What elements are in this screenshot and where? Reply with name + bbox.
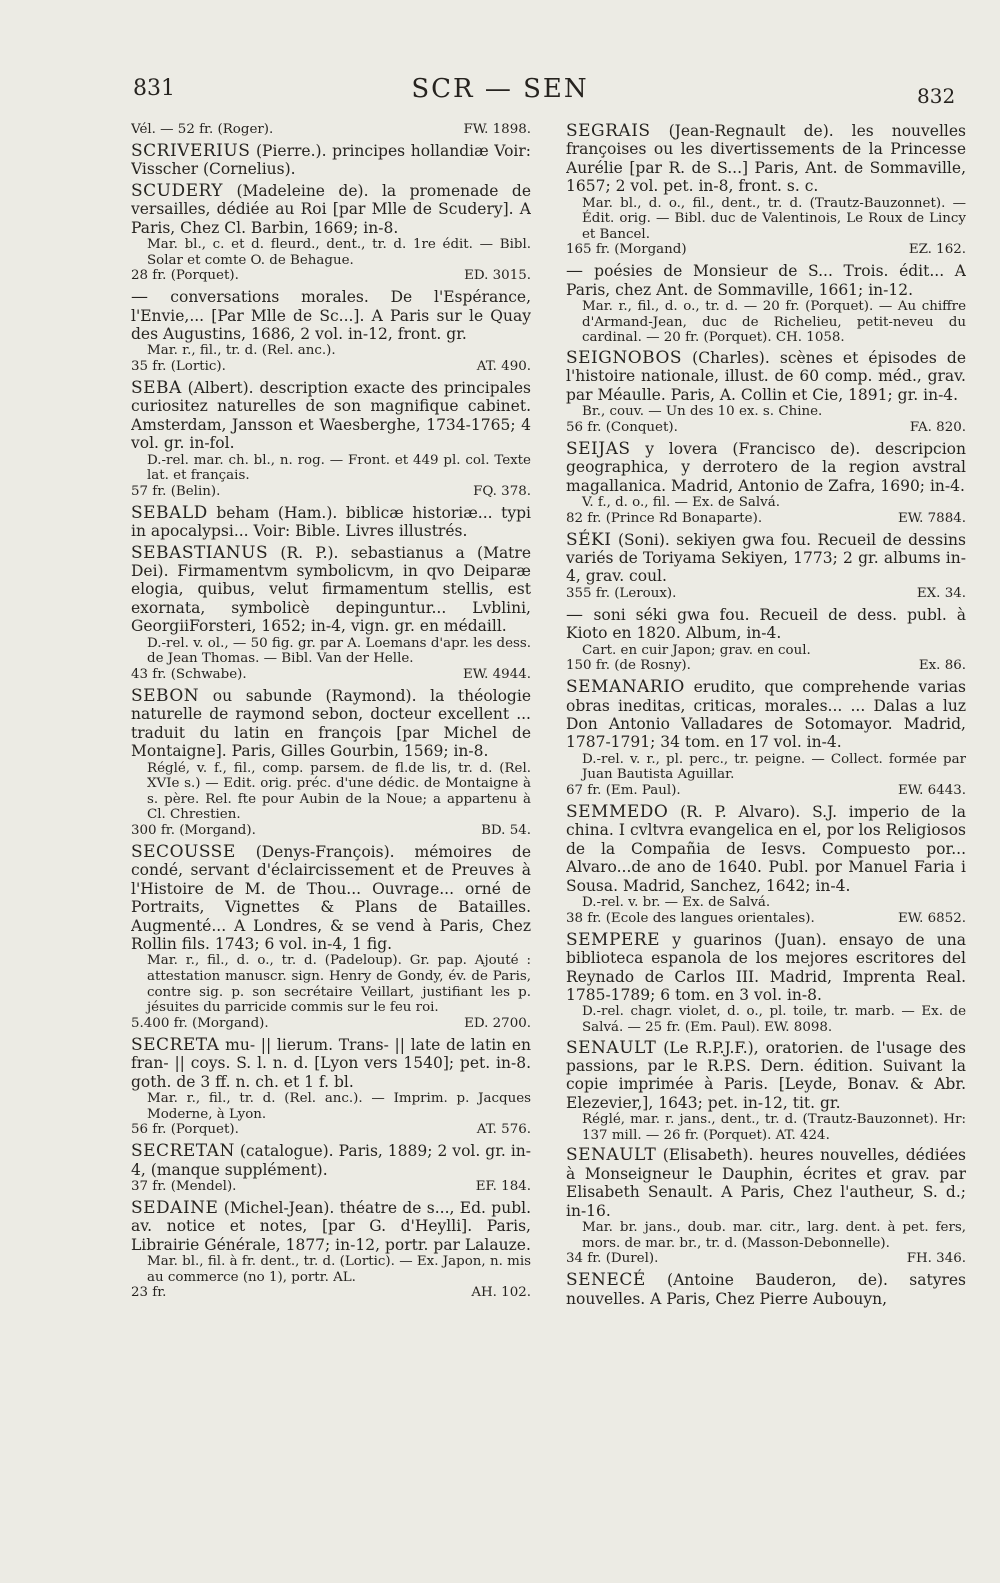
entry-price-line [131, 823, 531, 839]
catalogue-reference: AT. 490. [476, 359, 531, 375]
entry-description: Mar. br. jans., doub. mar. citr., larg. dent. à pet. fers, mors. de mar. br., tr. d. (Masson-Debonnelle). [582, 1219, 966, 1251]
entry-title: beham (Ham.). biblicæ historiæ... typi in apocalypsi... Voir: Bible. Livres illustrés. [131, 503, 531, 541]
entry-title: (Soni). sekiyen gwa fou. Recueil de dessins variés de Toriyama Sekiyen, 1773; 2 gr. albums in-4, grav. coul. [566, 530, 966, 586]
price-text: 82 fr. (Prince Rd Bonaparte). [566, 510, 763, 526]
catalogue-reference: AT. 576. [476, 1122, 531, 1138]
entry-title: (Charles). scènes et épisodes de l'histoire nationale, illust. de 60 comp. méd., grav. par Méaulle. Paris, A. Collin et Cie, 1891; gr. in-4. [566, 349, 966, 404]
entry-heading [131, 182, 531, 237]
entry-author: SEDAINE [131, 1197, 219, 1218]
entry-heading [566, 440, 966, 495]
entry-author: SEBASTIANUS [131, 542, 269, 563]
entry-author: SEBALD [131, 502, 208, 523]
entry-heading [566, 606, 966, 643]
entry-description: V. f., d. o., fil. — Ex. de Salvá. [582, 495, 780, 511]
entry-title: (Elisabeth). heures nouvelles, dédiées à Monseigneur le Dauphin, écrites et grav. par Elisabeth Senault. A Paris, Chez l'autheur, S. d.; in-16. [566, 1146, 966, 1220]
entry-author: SEMMEDO [566, 802, 669, 823]
entry-price-line [566, 658, 966, 674]
entry-description: Cart. en cuir Japon; grav. en coul. [582, 642, 811, 658]
entry-heading [566, 349, 966, 404]
entry-title: (Madeleine de). la promenade de versailles, dédiée au Roi [par Mlle de Scudery]. A Paris, Chez Cl. Barbin, 1669; in-8. [131, 181, 531, 237]
entry-author: SEIGNOBOS [566, 348, 683, 368]
entry-heading [131, 379, 531, 453]
entry-title: y lovera (Francisco de). descripcion geographica, y derrotero de la region avstral magallanica. Madrid, Antonio de Zafra, 1690; in-4. [566, 439, 966, 495]
price-text: 67 fr. (Em. Paul). [566, 783, 681, 799]
entry-price-line [131, 484, 531, 500]
entry-author: SECRETA [131, 1034, 220, 1055]
entry-description: D.-rel. chagr. violet, d. o., pl. toile, tr. marb. — Ex. de Salvá. — 25 fr. (Em. Paul). EW. 8098. [582, 1004, 966, 1035]
catalogue-reference: EZ. 162. [908, 242, 966, 258]
catalogue-reference: Ex. 86. [918, 658, 966, 674]
entry-description: D.-rel. v. ol., — 50 fig. gr. par A. Loemans d'apr. les dess. de Jean Thomas. — Bibl. Van der Helle. [147, 635, 531, 667]
entry-author: — [131, 287, 149, 308]
price-text: 34 fr. (Durel). [566, 1251, 659, 1267]
entry-description: Réglé, v. f., fil., comp. parsem. de fl.de lis, tr. d. (Rel. XVIe s.) — Edit. orig. préc. d'une dédic. de Montaigne à s. père. Rel. fte pour Aubin de la Noue; a appartenu à Cl. Chrestien. [147, 760, 531, 823]
entry-heading [566, 122, 966, 196]
entry-description: Mar. bl., c. et d. fleurd., dent., tr. d. 1re édit. — Bibl. Solar et comte O. de Behague. [147, 237, 531, 268]
entry-title: soni séki gwa fou. Recueil de dess. publ. à Kioto en 1820. Album, in-4. [566, 605, 966, 643]
entry-title: (catalogue). Paris, 1889; 2 vol. gr. in-4, (manque supplément). [131, 1142, 531, 1179]
page-number-left: 831 [133, 76, 175, 101]
entry-title: (R. P.). sebastianus a (Matre Dei). Firmamentvm symbolicvm, in qvo Deiparæ elogia, quibus, velut firmamentum stellis, est exornata, symbolicè depinguntur... Lvblini, GeorgiiForsteri, 1652; in-4, vign. gr. en médaill. [131, 543, 531, 636]
price-text: 165 fr. (Morgand) [566, 242, 687, 258]
entry-description: Réglé, mar. r. jans., dent., tr. d. (Trautz-Bauzonnet). Hr: 137 mill. — 26 fr. (Porquet). AT. 424. [582, 1112, 966, 1143]
entry-author: — [566, 261, 584, 282]
catalogue-reference: EF. 184. [475, 1178, 531, 1194]
running-title: SCR — SEN [411, 74, 589, 104]
entry-description: Mar. r., fil., d. o., tr. d. — 20 fr. (Porquet). — Au chiffre d'Armand-Jean, duc de Richelieu, petit-neveu du cardinal. — 20 fr. (Porquet). CH. 1058. [582, 299, 966, 346]
entry-author: SEBA [131, 378, 182, 399]
entry-price-line [566, 420, 966, 436]
entry-heading [131, 544, 531, 636]
entry-heading [131, 1036, 531, 1091]
entry-author: SCUDERY [131, 180, 224, 201]
entry-price-line [566, 911, 966, 927]
catalogue-reference: FQ. 378. [473, 483, 531, 499]
price-text: 150 fr. (de Rosny). [566, 658, 691, 674]
price-text: 28 fr. (Porquet). [131, 268, 239, 284]
catalogue-reference: BD. 54. [481, 822, 531, 838]
price-text: 300 fr. (Morgand). [131, 822, 256, 838]
entry-author: SEIJAS [566, 438, 631, 459]
entry-heading [566, 803, 966, 895]
entry-price-line [566, 783, 966, 799]
left-column [131, 122, 531, 1558]
entry-price-line [566, 1251, 966, 1267]
entry-title: (Jean-Regnault de). les nouvelles françoises ou les divertissements de la Princesse Aurélie [par R. de S...] Paris, Ant. de Sommaville, 1657; 2 vol. pet. in-8, front. s. c. [566, 122, 966, 196]
price-text: 37 fr. (Mendel). [131, 1178, 237, 1194]
entry-title: mu- || lierum. Trans- || late de latin en fran- || coys. S. l. n. d. [Lyon vers 1540]; pet. in-8. goth. de 3 ff. n. ch. et 1 f. bl. [131, 1035, 531, 1091]
entry-title: (Denys-François). mémoires de condé, servant d'éclaircissement et de Preuves à l'Histoire de M. de Thou... Ouvrage... orné de Portraits, Vignettes & Plans de Batailles. Augmenté... A Londres, & se vend à Paris, Chez Rollin fils. 1743; 6 vol. in-4, 1 fig. [131, 842, 531, 953]
catalogue-reference: ED. 2700. [464, 1015, 531, 1031]
entry-author: SEMANARIO [566, 677, 685, 698]
entry-title: erudito, que comprehende varias obras ineditas, criticas, morales... ... Dalas a luz Don Antonio Valladares de Sotomayor. Madrid, 1787-1791; 34 tom. en 17 vol. in-4. [566, 678, 966, 752]
price-text: 35 fr. (Lortic). [131, 359, 226, 375]
entry-description: Mar. r., fil., tr. d. (Rel. anc.). — Imprim. p. Jacques Moderne, à Lyon. [147, 1090, 531, 1122]
price-text: 56 fr. (Conquet). [566, 419, 678, 435]
entry-heading [131, 504, 531, 541]
entry-heading [566, 931, 966, 1005]
catalogue-reference: EW. 6852. [897, 910, 966, 926]
entry-price-line [566, 511, 966, 527]
entry-author: SENAULT [566, 1145, 657, 1166]
catalogue-reference: FA. 820. [909, 419, 966, 435]
catalogue-reference: ED. 3015. [464, 268, 531, 284]
entry-heading [566, 1039, 966, 1113]
entry-author: SENECÉ [566, 1270, 646, 1291]
entry-heading [566, 1271, 966, 1308]
price-text: 5.400 fr. (Morgand). [131, 1015, 269, 1031]
entry-heading [131, 142, 531, 179]
entry-description: D.-rel. v. r., pl. perc., tr. peigne. — Collect. formée par Juan Bautista Aguillar. [582, 751, 966, 783]
entry-price-line [131, 1122, 531, 1138]
entry-description: Mar. r., fil., d. o., tr. d. (Padeloup). Gr. pap. Ajouté : attestation manuscr. sign. Henry de Gondy, év. de Paris, contre sig. p. son secrétaire Veillart, justifiant les p. jésuites du parricide commis sur le feu roi. [147, 953, 531, 1016]
entry-heading [131, 1142, 531, 1179]
entry-title: (Michel-Jean). théatre de s..., Ed. publ. av. notice et notes, [par G. d'Heylli]. Paris, Librairie Générale, 1877; in-12, portr. par Lalauze. [131, 1198, 531, 1254]
entry-author: SECOUSSE [131, 841, 236, 862]
entry-heading [131, 687, 531, 761]
entry-heading [566, 678, 966, 752]
entry-price-line [131, 268, 531, 284]
entry-description: Mar. r., fil., tr. d. (Rel. anc.). [147, 343, 336, 359]
entry-description: Mar. bl., d. o., fil., dent., tr. d. (Trautz-Bauzonnet). — Édit. orig. — Bibl. duc de Valentinois, Le Roux de Lincy et Bancel. [582, 195, 966, 242]
catalogue-reference: FH. 346. [906, 1251, 966, 1267]
entry-author: SEGRAIS [566, 122, 651, 141]
entry-heading [131, 843, 531, 953]
entry-author: SCRIVERIUS [131, 141, 251, 161]
entry-description: Mar. bl., fil. à fr. dent., tr. d. (Lortic). — Ex. Japon, n. mis au commerce (no 1), portr. AL. [147, 1254, 531, 1285]
entry-heading [131, 1199, 531, 1254]
entry-author: SEBON [131, 685, 200, 706]
entry-heading [566, 531, 966, 586]
entry-heading [566, 1146, 966, 1220]
entry-price-line [566, 586, 966, 602]
entry-heading [566, 262, 966, 299]
price-text: 23 fr. [131, 1285, 167, 1301]
price-text: 56 fr. (Porquet). [131, 1122, 239, 1138]
price-text: 57 fr. (Belin). [131, 483, 221, 499]
catalogue-reference: EW. 6443. [897, 783, 966, 799]
entry-title: (Albert). description exacte des principales curiositez naturelles de son magnifique cabinet. Amsterdam, Jansson et Waesberghe, 1734-1765; 4 vol. gr. in-fol. [131, 379, 531, 453]
price-text: 355 fr. (Leroux). [566, 585, 677, 601]
entry-price-line [131, 1285, 531, 1301]
price-text: 38 fr. (Ecole des langues orientales). [566, 910, 815, 926]
entry-author: SENAULT [566, 1037, 657, 1058]
entry-author: SEMPERE [566, 929, 661, 950]
page-number-right: 832 [917, 84, 956, 108]
right-column [566, 122, 966, 1558]
entry-heading [131, 288, 531, 343]
entry-description: D.-rel. mar. ch. bl., n. rog. — Front. et 449 pl. col. Texte lat. et français. [147, 452, 531, 484]
catalogue-reference: EX. 34. [916, 585, 966, 601]
price-text: 43 fr. (Schwabe). [131, 666, 247, 682]
entry-price-line [131, 359, 531, 375]
entry-description: D.-rel. v. br. — Ex. de Salvá. [582, 895, 771, 911]
entry-title: conversations morales. De l'Espérance, l'Envie,... [Par Mlle de Sc...]. A Paris sur le Quay des Augustins, 1686, 2 vol. in-12, front. gr. [131, 288, 531, 344]
entry-title: (R. P. Alvaro). S.J. imperio de la china. I cvltvra evangelica en el, por los Religiosos de la Compañia de Iesvs. Compuesto por... Alvaro...de ano de 1640. Publ. por Manuel Faria i Sousa. Madrid, Sanchez, 1642; in-4. [566, 803, 966, 895]
entry-title: ou sabunde (Raymond). la théologie naturelle de raymond sebon, docteur excellent ... traduit du latin en françois [par Michel de Montaigne]. Paris, Gilles Gourbin, 1569; in-8. [131, 686, 531, 761]
catalogue-reference: EW. 4944. [462, 666, 531, 682]
entry-author: — [566, 604, 584, 625]
entry-author: SÉKI [566, 529, 612, 550]
entry-title: poésies de Monsieur de S... Trois. édit... A Paris, chez Ant. de Sommaville, 1661; in-12. [566, 262, 966, 299]
entry-price-line [131, 1016, 531, 1032]
entry-author: SECRETAN [131, 1141, 235, 1162]
entry-title: y guarinos (Juan). ensayo de una biblioteca espanola de los mejores escritores del Reynado de Carlos III. Madrid, Imprenta Real. 1785-1789; 6 tom. en 3 vol. in-8. [566, 930, 966, 1004]
catalogue-reference: FW. 1898. [463, 122, 531, 137]
entry-description: Br., couv. — Un des 10 ex. s. Chine. [582, 404, 823, 420]
catalogue-reference: AH. 102. [471, 1285, 531, 1301]
entry-title: (Le R.P.J.F.), oratorien. de l'usage des passions, par le R.P.S. Dern. édition. Suivant la copie imprimée à Paris. [Leyde, Bonav. & Abr. Elezevier,], 1643; pet. in-12, tit. gr. [566, 1038, 966, 1112]
entry-title: (Pierre.). principes hollandiæ Voir: Visscher (Cornelius). [131, 142, 531, 179]
entry-price-line [131, 1179, 531, 1195]
entry-price-line [131, 122, 531, 138]
entry-title: (Antoine Bauderon, de). satyres nouvelles. A Paris, Chez Pierre Aubouyn, [566, 1271, 966, 1308]
price-text: Vél. — 52 fr. (Roger). [131, 122, 274, 137]
entry-price-line [131, 667, 531, 683]
catalogue-reference: EW. 7884. [897, 510, 966, 526]
entry-price-line [566, 242, 966, 258]
